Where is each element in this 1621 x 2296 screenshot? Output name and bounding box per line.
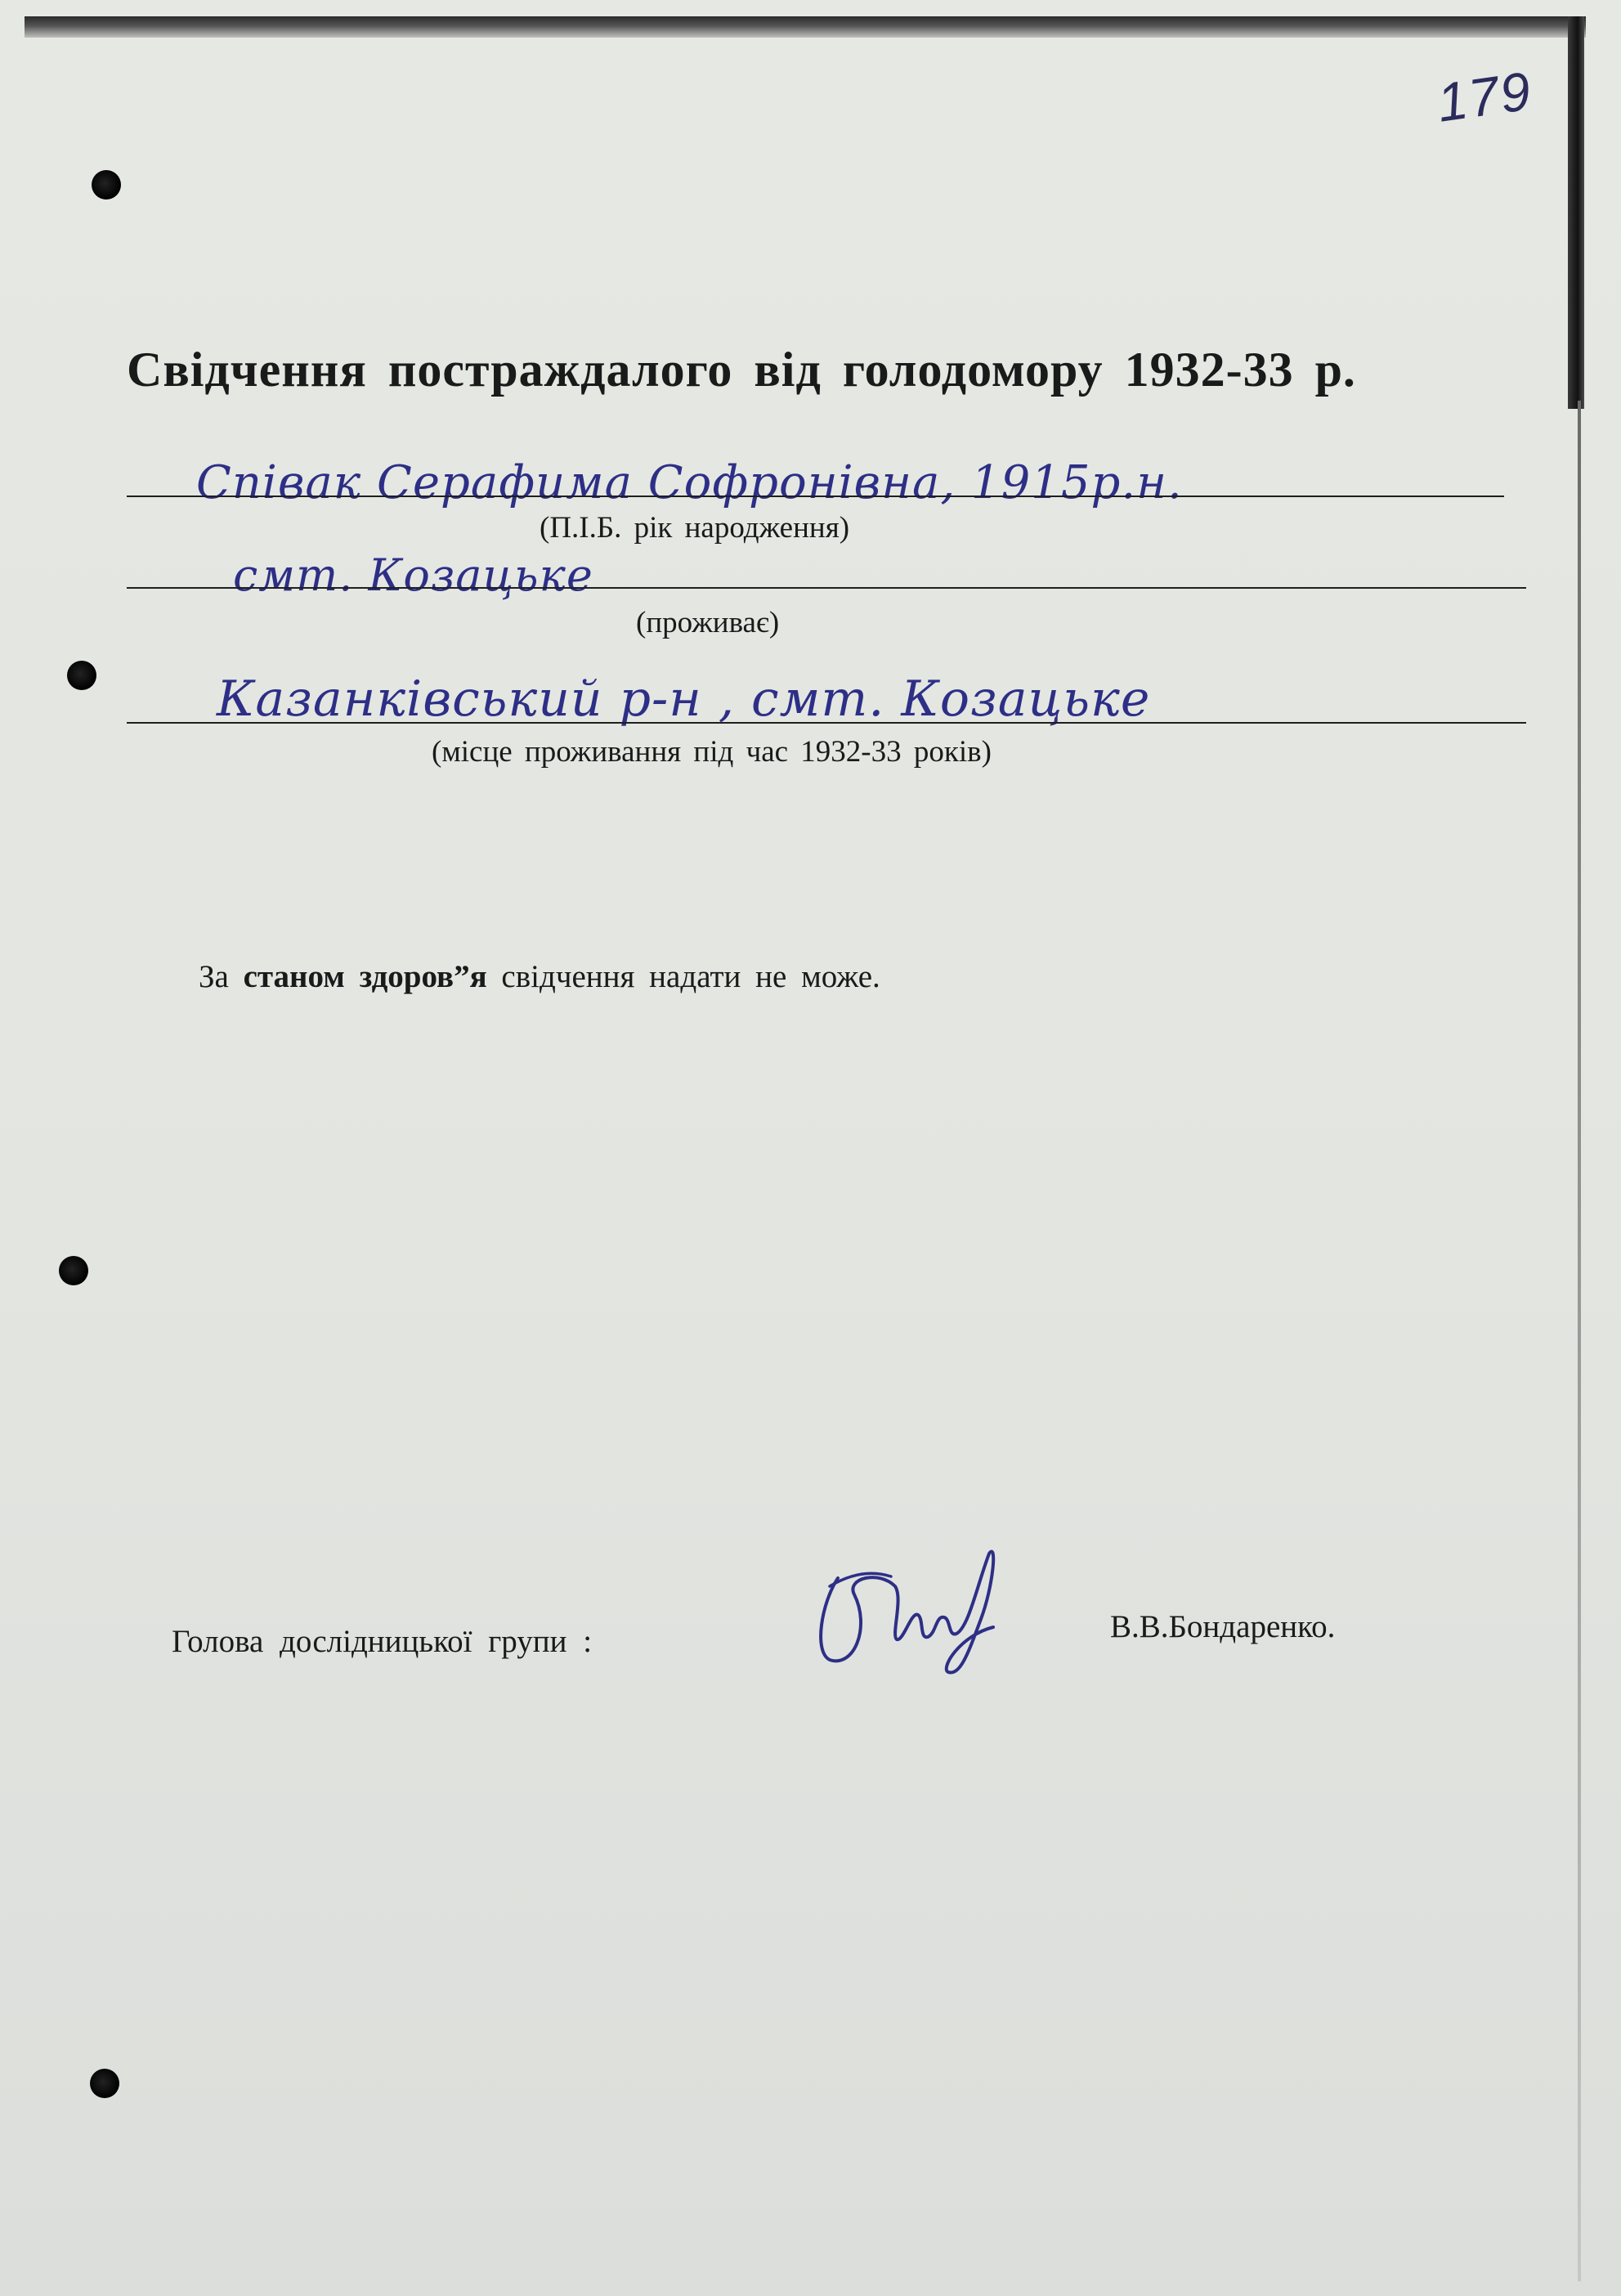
caption-residence-1932-33: (місце проживання під час 1932-33 років): [432, 735, 992, 769]
form-line: [127, 496, 1504, 497]
punch-hole: [67, 661, 96, 690]
punch-hole: [90, 2069, 119, 2098]
caption-residence: (проживає): [636, 606, 780, 639]
statement-prefix: За: [199, 959, 229, 994]
form-line: [127, 722, 1526, 724]
document-title: Свідчення постраждалого від голодомору 1932-33 р.: [127, 343, 1356, 397]
statement-suffix: свідчення надати не може.: [501, 959, 880, 994]
scan-top-edge: [25, 16, 1586, 38]
handwritten-full-name: Співак Серафима Софронівна, 1915р.н.: [196, 456, 1183, 509]
scan-right-edge-shadow: [1578, 401, 1581, 2281]
signature-label: Голова дослідницької групи :: [172, 1624, 593, 1659]
punch-hole: [92, 170, 121, 200]
handwritten-residence: смт. Козацьке: [233, 549, 593, 601]
handwritten-signature: [805, 1537, 1018, 1684]
folio-number: 179: [1433, 60, 1536, 133]
statement-bold: станом здоров”я: [243, 959, 487, 994]
form-line: [127, 587, 1526, 589]
caption-name-birth: (П.І.Б. рік народження): [540, 511, 850, 545]
handwritten-residence-1932-33: Казанківський р-н , смт. Козацьке: [217, 670, 1151, 728]
signatory-name: В.В.Бондаренко.: [1110, 1609, 1336, 1644]
statement-text: [199, 958, 880, 995]
scan-right-edge: [1568, 16, 1584, 409]
punch-hole: [59, 1256, 88, 1285]
